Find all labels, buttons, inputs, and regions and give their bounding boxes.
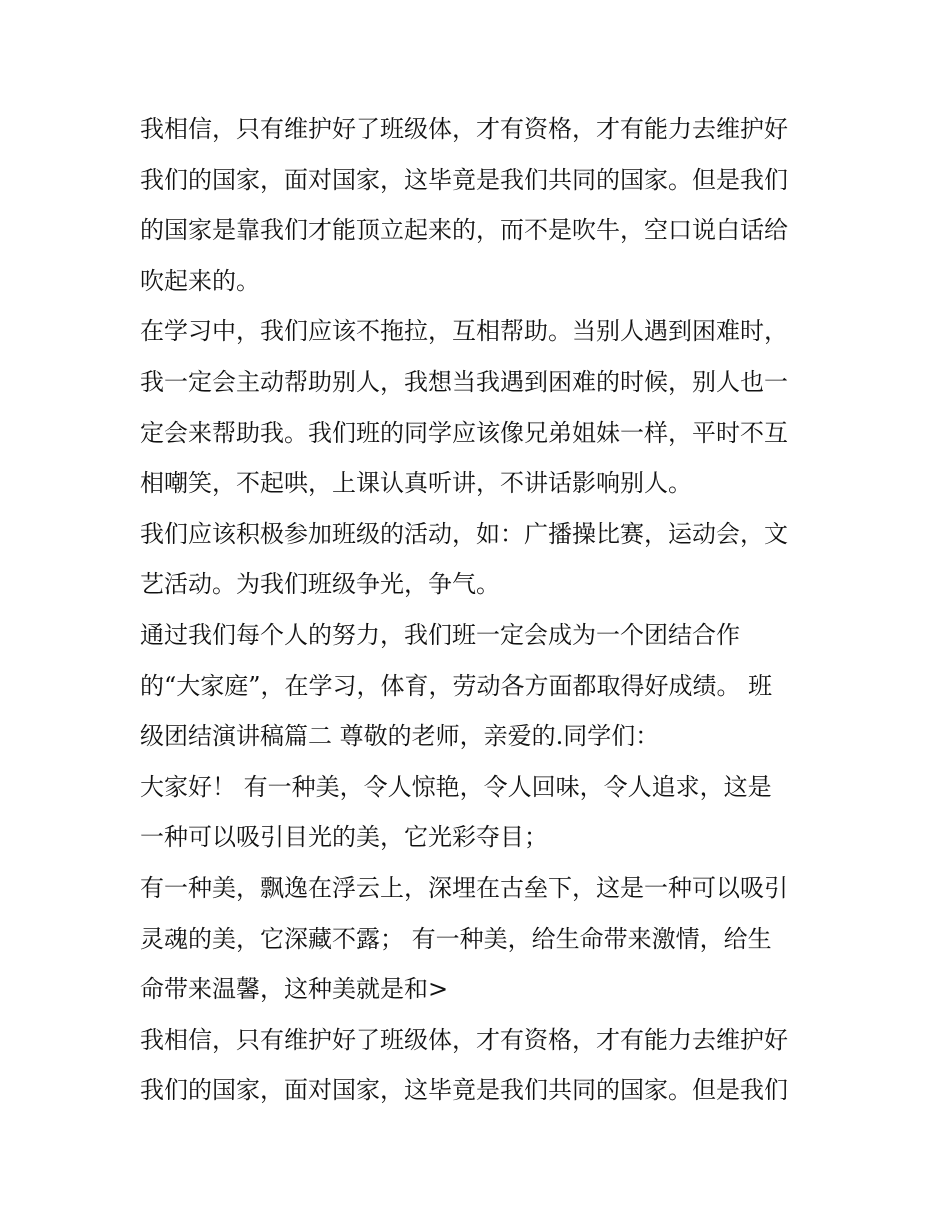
text-line: 命带来温馨，这种美就是和>	[140, 975, 449, 1004]
text-line: 我们的国家，面对国家，这毕竟是我们共同的国家。但是我们	[140, 165, 788, 194]
text-line: 艺活动。为我们班级争光，争气。	[140, 570, 500, 599]
text-line: 大家好！ 有一种美，令人惊艳，令人回味，令人追求，这是	[140, 772, 772, 801]
text-line: 级团结演讲稿篇二 尊敬的老师，亲爱的.同学们：	[140, 722, 660, 751]
text-line: 灵魂的美，它深藏不露； 有一种美，给生命带来激情，给生	[140, 924, 772, 953]
text-line: 我们的国家，面对国家，这毕竟是我们共同的国家。但是我们	[140, 1076, 788, 1105]
text-line: 我相信，只有维护好了班级体，才有资格，才有能力去维护好	[140, 1025, 788, 1054]
text-line: 一种可以吸引目光的美，它光彩夺目；	[140, 823, 548, 852]
text-line: 的“大家庭”，在学习，体育，劳动各方面都取得好成绩。 班	[140, 671, 773, 700]
text-line: 在学习中，我们应该不拖拉，互相帮助。当别人遇到困难时，	[140, 317, 788, 346]
text-line: 的国家是靠我们才能顶立起来的，而不是吹牛，空口说白话给	[140, 216, 788, 245]
text-line: 通过我们每个人的努力，我们班一定会成为一个团结合作	[140, 620, 740, 649]
text-line: 相嘲笑，不起哄，上课认真听讲，不讲话影响别人。	[140, 469, 692, 498]
text-line: 有一种美，飘逸在浮云上，深埋在古垒下，这是一种可以吸引	[140, 873, 788, 902]
text-line: 我相信，只有维护好了班级体，才有资格，才有能力去维护好	[140, 115, 788, 143]
text-line: 我们应该积极参加班级的活动，如：广播操比赛，运动会，文	[140, 519, 788, 548]
text-line: 我一定会主动帮助别人，我想当我遇到困难的时候，别人也一	[140, 367, 788, 396]
text-line: 定会来帮助我。我们班的同学应该像兄弟姐妹一样，平时不互	[140, 418, 788, 447]
document-body	[140, 104, 820, 1116]
text-line: 吹起来的。	[140, 266, 260, 295]
